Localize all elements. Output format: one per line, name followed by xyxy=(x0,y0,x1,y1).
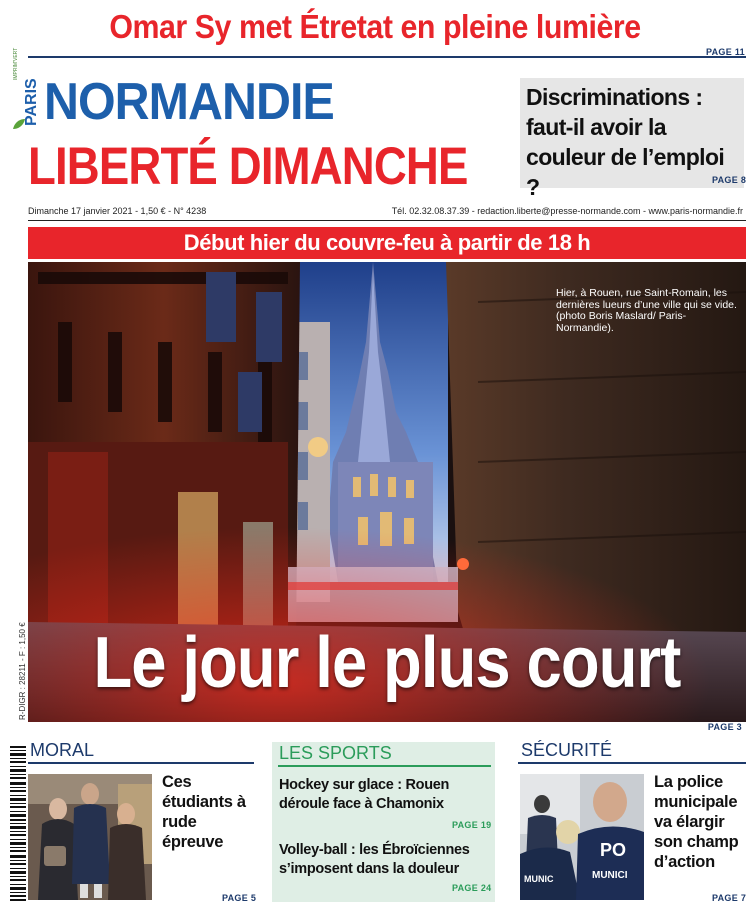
moral-headline[interactable]: Ces étudiants à rude épreuve xyxy=(162,773,246,851)
page-ref-8: PAGE 8 xyxy=(712,175,747,185)
section-title-moral[interactable]: MORAL xyxy=(30,740,95,760)
discrimination-headline[interactable]: Discriminations : faut-il avoir la couleur de l’emploi ? xyxy=(526,84,725,200)
page-ref-5: PAGE 5 xyxy=(222,893,257,903)
page-ref-24: PAGE 24 xyxy=(452,883,492,893)
contact-line: Tél. 02.32.08.37.39 - redaction.liberte@presse-normande.com - www.paris-normandie.fr xyxy=(391,206,743,216)
barcode-icon xyxy=(8,742,28,904)
police-photo[interactable] xyxy=(520,774,644,900)
sports-divider xyxy=(278,765,491,767)
page-ref-3: PAGE 3 xyxy=(707,722,742,732)
svg-text:MUNICI: MUNICI xyxy=(592,870,628,881)
page-ref-19: PAGE 19 xyxy=(452,820,492,830)
securite-headline[interactable]: La police municipale va élargir son champ d’action xyxy=(654,773,739,871)
svg-text:MUNIC: MUNIC xyxy=(524,874,554,884)
top-headline[interactable]: Omar Sy met Étretat en pleine lumière xyxy=(109,8,641,45)
curfew-headline[interactable]: Début hier du couvre-feu à partir de 18 h xyxy=(183,230,591,255)
side-code: R-DIGR : 28211 - F : 1,50 € xyxy=(18,622,27,720)
hockey-headline[interactable]: Hockey sur glace : Rouen déroule face à Chamonix xyxy=(279,777,450,812)
top-divider xyxy=(28,56,746,58)
securite-divider xyxy=(518,762,746,764)
dateline-divider xyxy=(28,220,746,221)
imprim-vert-label: IMPRIM'VERT xyxy=(13,47,19,80)
paris-label: PARIS xyxy=(23,78,40,126)
page-ref-11: PAGE 11 xyxy=(706,47,745,57)
section-title-securite[interactable]: SÉCURITÉ xyxy=(521,740,613,760)
section-title-sports[interactable]: LES SPORTS xyxy=(279,743,392,763)
moral-divider xyxy=(28,762,254,764)
masthead-normandie[interactable]: NORMANDIE xyxy=(44,73,334,131)
dateline: Dimanche 17 janvier 2021 - 1,50 € - N° 4238 xyxy=(28,206,207,216)
masthead-liberte-dimanche[interactable]: LIBERTÉ DIMANCHE xyxy=(28,137,468,196)
moral-students-photo[interactable] xyxy=(28,774,152,900)
main-headline[interactable]: Le jour le plus court xyxy=(93,623,681,703)
page-ref-7: PAGE 7 xyxy=(712,893,747,903)
svg-text:PO: PO xyxy=(600,840,627,860)
volleyball-headline[interactable]: Volley-ball : les Ébroïciennes s’imposent dans la douleur xyxy=(279,842,470,877)
photo-caption: Hier, à Rouen, rue Saint-Romain, les dernières lueurs d’une ville qui se vide. (photo Boris Maslard/ Paris-Normandie). xyxy=(556,287,737,334)
